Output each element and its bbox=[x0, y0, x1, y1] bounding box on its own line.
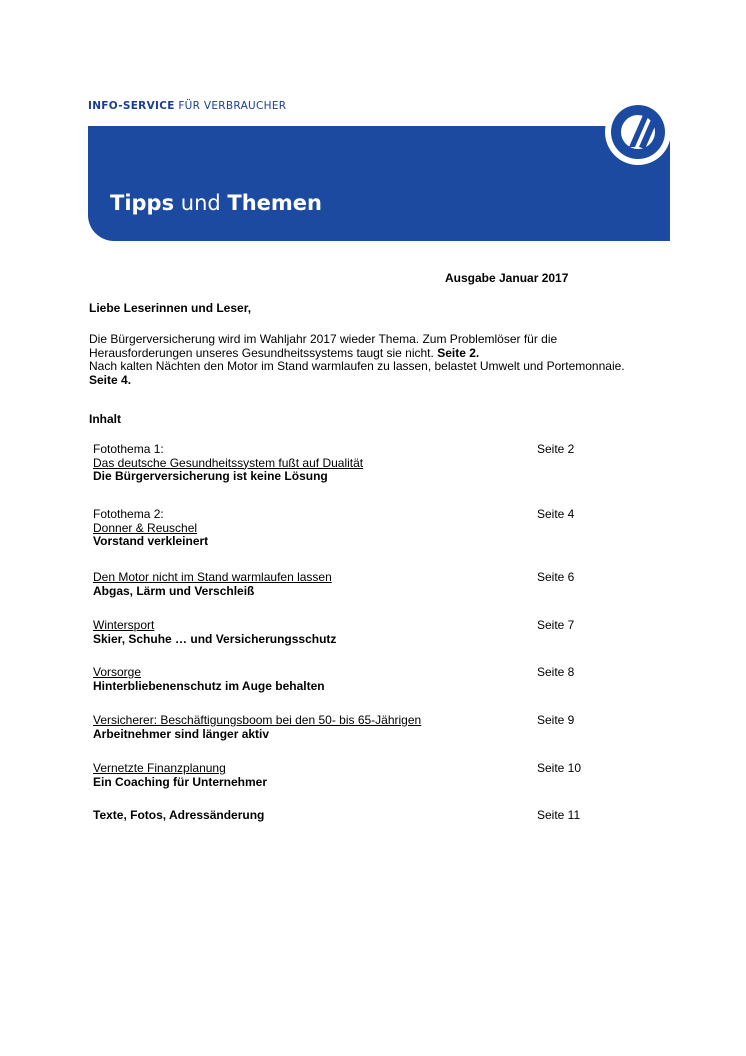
brand-bold: INFO-SERVICE bbox=[88, 100, 175, 112]
toc-link[interactable]: Vorsorge bbox=[93, 665, 142, 679]
toc-entry bbox=[93, 508, 593, 549]
toc-page: Seite 4 bbox=[537, 507, 575, 521]
banner-title bbox=[110, 191, 322, 215]
toc-subtitle: Die Bürgerversicherung ist keine Lösung bbox=[93, 469, 328, 483]
greeting: Liebe Leserinnen und Leser, bbox=[89, 301, 252, 315]
toc-entry bbox=[93, 571, 593, 598]
toc-entry bbox=[93, 762, 593, 789]
intro-para-1-ref: Seite 2. bbox=[437, 345, 480, 360]
title-part-tipps: Tipps bbox=[110, 191, 175, 215]
toc-link[interactable]: Das deutsche Gesundheitssystem fußt auf Dualität bbox=[93, 455, 364, 470]
toc-entry bbox=[93, 443, 593, 484]
toc-page: Seite 9 bbox=[537, 713, 575, 727]
intro-para-1: Die Bürgerversicherung wird im Wahljahr 2017 wieder Thema. Zum Problemlöser für die Herausforderungen unseres Gesundheitssystems taugt sie nicht. bbox=[89, 332, 558, 360]
intro-para-2-ref: Seite 4. bbox=[89, 372, 132, 387]
header-banner bbox=[88, 126, 670, 241]
toc-page: Seite 2 bbox=[537, 442, 575, 456]
toc-pre: Fotothema 1: bbox=[93, 442, 164, 456]
toc-entry bbox=[93, 809, 593, 823]
toc-subtitle: Abgas, Lärm und Verschleiß bbox=[93, 583, 255, 598]
toc-pre: Fotothema 2: bbox=[93, 507, 164, 521]
toc-subtitle: Vorstand verkleinert bbox=[93, 534, 209, 548]
intro-text bbox=[89, 333, 649, 387]
contents-heading: Inhalt bbox=[89, 412, 121, 426]
toc-page: Seite 8 bbox=[537, 665, 575, 679]
brand-rest: FÜR VERBRAUCHER bbox=[174, 100, 287, 112]
toc-subtitle: Hinterbliebenenschutz im Auge behalten bbox=[93, 678, 325, 693]
toc-link[interactable]: Vernetzte Finanzplanung bbox=[93, 761, 226, 775]
toc-entry bbox=[93, 619, 593, 646]
toc-link[interactable]: Wintersport bbox=[93, 618, 155, 632]
toc-subtitle: Texte, Fotos, Adressänderung bbox=[93, 808, 265, 822]
toc-page: Seite 10 bbox=[537, 761, 582, 775]
brand-line bbox=[88, 100, 286, 112]
toc-page: Seite 6 bbox=[537, 570, 575, 584]
title-part-themen: Themen bbox=[227, 191, 322, 215]
toc-link[interactable]: Den Motor nicht im Stand warmlaufen lassen bbox=[93, 570, 332, 584]
toc-subtitle: Arbeitnehmer sind länger aktiv bbox=[93, 726, 270, 741]
issue-date: Ausgabe Januar 2017 bbox=[445, 271, 569, 285]
toc-link[interactable]: Versicherer: Beschäftigungsboom bei den 50- bis 65-Jährigen bbox=[93, 713, 422, 727]
toc-page: Seite 11 bbox=[537, 808, 581, 822]
toc-entry bbox=[93, 714, 593, 741]
brand-logo-icon bbox=[603, 97, 673, 167]
intro-para-2: Nach kalten Nächten den Motor im Stand warmlaufen zu lassen, belastet Umwelt und Portemonnaie. bbox=[89, 359, 625, 373]
toc-entry bbox=[93, 666, 593, 693]
toc-subtitle: Ein Coaching für Unternehmer bbox=[93, 774, 268, 789]
title-part-und: und bbox=[174, 191, 228, 215]
toc-page: Seite 7 bbox=[537, 618, 575, 632]
toc-subtitle: Skier, Schuhe … und Versicherungsschutz bbox=[93, 631, 337, 646]
toc-link[interactable]: Donner & Reuschel bbox=[93, 520, 198, 535]
